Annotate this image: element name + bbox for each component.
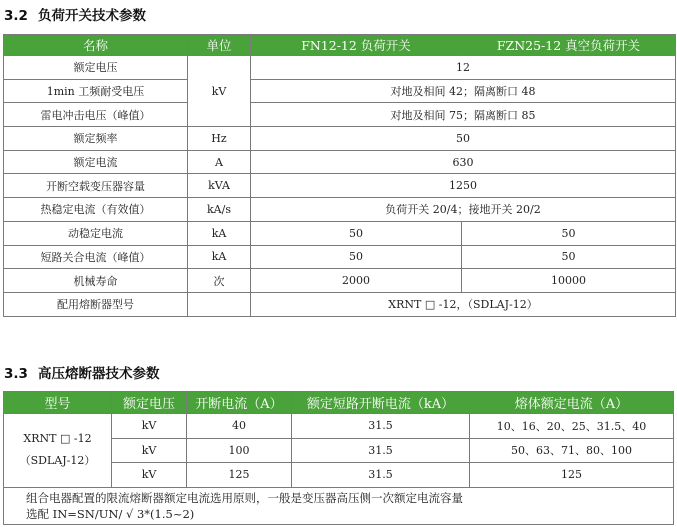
row-current: 100 [187, 438, 292, 463]
row-value: 对地及相间 75；隔离断口 85 [251, 103, 676, 127]
row-current: 40 [187, 414, 292, 439]
row-value: 对地及相间 42；隔离断口 48 [251, 79, 676, 103]
model-line-2: （SDLAJ-12） [19, 454, 96, 468]
table-row [4, 198, 676, 222]
header-fuse-current: 熔体额定电流（A） [470, 392, 674, 414]
header-name: 名称 [4, 35, 188, 56]
header-fzn25: FZN25-12 真空负荷开关 [462, 35, 676, 56]
row-current: 125 [187, 463, 292, 488]
row-unit: kA/s [188, 198, 251, 222]
table-row [4, 174, 676, 198]
fuse-params-table [3, 391, 674, 525]
header-voltage: 额定电压 [112, 392, 187, 414]
row-unit: 次 [188, 269, 251, 293]
row-name: 雷电冲击电压（峰值） [4, 103, 188, 127]
row-unit: A [188, 150, 251, 174]
table-row [4, 150, 676, 174]
table-header-row [4, 35, 676, 56]
row-name: 短路关合电流（峰值） [4, 245, 188, 269]
header-breaking-current: 开断电流（A） [187, 392, 292, 414]
row-breaking: 31.5 [292, 414, 470, 439]
row-name: 1min 工频耐受电压 [4, 79, 188, 103]
table-row [4, 269, 676, 293]
header-unit: 单位 [188, 35, 251, 56]
row-voltage: kV [112, 463, 187, 488]
row-fuse: 125 [470, 463, 674, 488]
row-value-fn12: 2000 [251, 269, 462, 293]
row-value: 1250 [251, 174, 676, 198]
row-unit: kVA [188, 174, 251, 198]
note-line-2: 选配 IN=SN/UN/ √ 3*(1.5~2) [26, 506, 195, 521]
table-row [4, 414, 674, 439]
note-row [4, 487, 674, 524]
table-row [4, 79, 676, 103]
header-short-circuit: 额定短路开断电流（kA） [292, 392, 470, 414]
row-name: 热稳定电流（有效值） [4, 198, 188, 222]
table-row [4, 127, 676, 151]
model-cell [4, 414, 112, 488]
row-voltage: kV [112, 414, 187, 439]
row-unit: Hz [188, 127, 251, 151]
row-value-fzn25: 10000 [462, 269, 676, 293]
section-heading: 高压熔断器技术参数 [38, 366, 160, 382]
row-name: 额定电压 [4, 56, 188, 80]
row-unit [188, 292, 251, 316]
table-row [4, 245, 676, 269]
row-unit: kA [188, 245, 251, 269]
row-value: XRNT □ -12，（SDLAJ-12） [251, 292, 676, 316]
row-name: 机械寿命 [4, 269, 188, 293]
model-line-1: XRNT □ -12 [23, 432, 92, 446]
header-model: 型号 [4, 392, 112, 414]
table-row [4, 103, 676, 127]
section-number: 3.2 [4, 8, 28, 24]
row-value: 12 [251, 56, 676, 80]
table-row [4, 292, 676, 316]
row-name: 额定频率 [4, 127, 188, 151]
row-value-fn12: 50 [251, 221, 462, 245]
section-title-3-3 [4, 362, 160, 382]
row-value: 50 [251, 127, 676, 151]
row-breaking: 31.5 [292, 463, 470, 488]
row-name: 额定电流 [4, 150, 188, 174]
load-switch-params-table [3, 34, 676, 317]
section-title-3-2 [4, 4, 146, 24]
row-name: 开断空载变压器容量 [4, 174, 188, 198]
row-fuse: 50、63、71、80、100 [470, 438, 674, 463]
row-value-fzn25: 50 [462, 245, 676, 269]
row-fuse: 10、16、20、25、31.5、40 [470, 414, 674, 439]
row-value-fzn25: 50 [462, 221, 676, 245]
table-row [4, 56, 676, 80]
row-voltage: kV [112, 438, 187, 463]
row-name: 配用熔断器型号 [4, 292, 188, 316]
row-unit: kA [188, 221, 251, 245]
section-number: 3.3 [4, 366, 28, 382]
note-line-1: 组合电器配置的限流熔断器额定电流选用原则，一般是变压器高压侧一次额定电流容量 [26, 490, 463, 505]
note-cell [4, 487, 674, 524]
table-header-row [4, 392, 674, 414]
table-row [4, 221, 676, 245]
row-value-fn12: 50 [251, 245, 462, 269]
header-fn12: FN12-12 负荷开关 [251, 35, 462, 56]
row-name: 动稳定电流 [4, 221, 188, 245]
row-value: 负荷开关 20/4；接地开关 20/2 [251, 198, 676, 222]
section-heading: 负荷开关技术参数 [38, 8, 146, 24]
row-unit: kV [188, 56, 251, 127]
row-breaking: 31.5 [292, 438, 470, 463]
row-value: 630 [251, 150, 676, 174]
